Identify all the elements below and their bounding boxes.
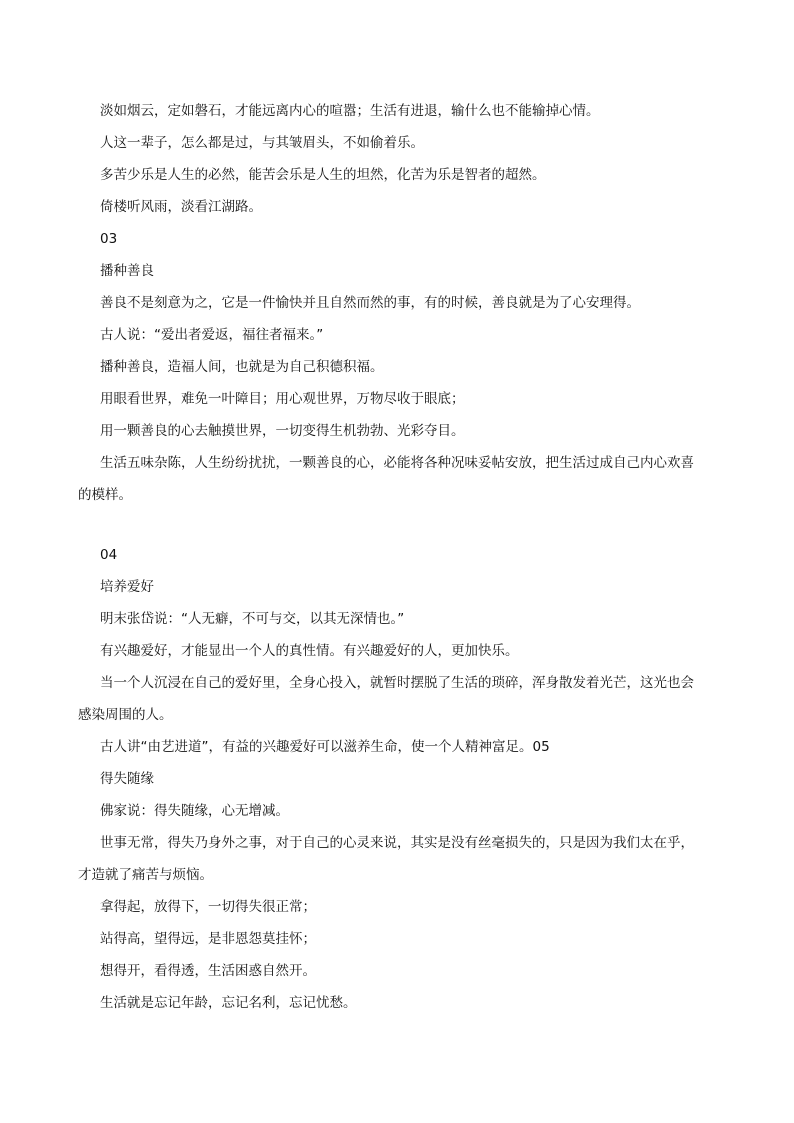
paragraph-line-continuation: 才造就了痛苦与烦恼。: [78, 867, 213, 883]
section-heading: 培养爱好: [100, 579, 154, 595]
paragraph-line: 有兴趣爱好，才能显出一个人的真性情。有兴趣爱好的人，更加快乐。: [100, 643, 519, 659]
paragraph-line: 播种善良，造福人间，也就是为自己积德积福。: [100, 359, 384, 375]
paragraph-line: 想得开，看得透，生活困惑自然开。: [100, 963, 316, 979]
paragraph-line: 生活五味杂陈，人生纷纷扰扰，一颗善良的心，必能将各种况味妥帖安放，把生活过成自己内心欢喜: [100, 455, 694, 471]
paragraph-line-continuation: 感染周围的人。: [78, 707, 173, 723]
paragraph-line: 古人说：“爱出者爱返，福往者福来。”: [100, 327, 324, 343]
paragraph-line: 善良不是刻意为之，它是一件愉快并且自然而然的事，有的时候，善良就是为了心安理得。: [100, 295, 640, 311]
paragraph-line: 拿得起，放得下，一切得失很正常；: [100, 899, 316, 915]
paragraph-line: 生活就是忘记年龄，忘记名利，忘记忧愁。: [100, 995, 357, 1011]
paragraph-line: 站得高，望得远，是非恩怨莫挂怀；: [100, 931, 316, 947]
section-heading: 得失随缘: [100, 771, 154, 787]
section-heading: 播种善良: [100, 263, 154, 279]
paragraph-line: 明末张岱说：“人无癖，不可与交，以其无深情也。”: [100, 611, 405, 627]
paragraph-line: 人这一辈子，怎么都是过，与其皱眉头，不如偷着乐。: [100, 135, 424, 151]
paragraph-line: 世事无常，得失乃身外之事，对于自己的心灵来说，其实是没有丝毫损失的，只是因为我们太在乎，: [100, 835, 694, 851]
paragraph-line: 古人讲“由艺进道”，有益的兴趣爱好可以滋养生命，使一个人精神富足。05: [100, 739, 550, 755]
paragraph-line: 淡如烟云，定如磐石，才能远离内心的喧嚣；生活有进退，输什么也不能输掉心情。: [100, 103, 600, 119]
paragraph-line: 用眼看世界，难免一叶障目；用心观世界，万物尽收于眼底；: [100, 391, 465, 407]
paragraph-line-continuation: 的模样。: [78, 487, 132, 503]
paragraph-line: 用一颗善良的心去触摸世界，一切变得生机勃勃、光彩夺目。: [100, 423, 465, 439]
paragraph-line: 当一个人沉浸在自己的爱好里，全身心投入，就暂时摆脱了生活的琐碎，浑身散发着光芒，这光也会: [100, 675, 694, 691]
section-number: 03: [100, 231, 118, 247]
paragraph-line: 佛家说：得失随缘，心无增减。: [100, 803, 289, 819]
paragraph-line: 多苦少乐是人生的必然，能苦会乐是人生的坦然，化苦为乐是智者的超然。: [100, 167, 546, 183]
section-number: 04: [100, 547, 118, 563]
paragraph-line: 倚楼听风雨，淡看江湖路。: [100, 199, 262, 215]
